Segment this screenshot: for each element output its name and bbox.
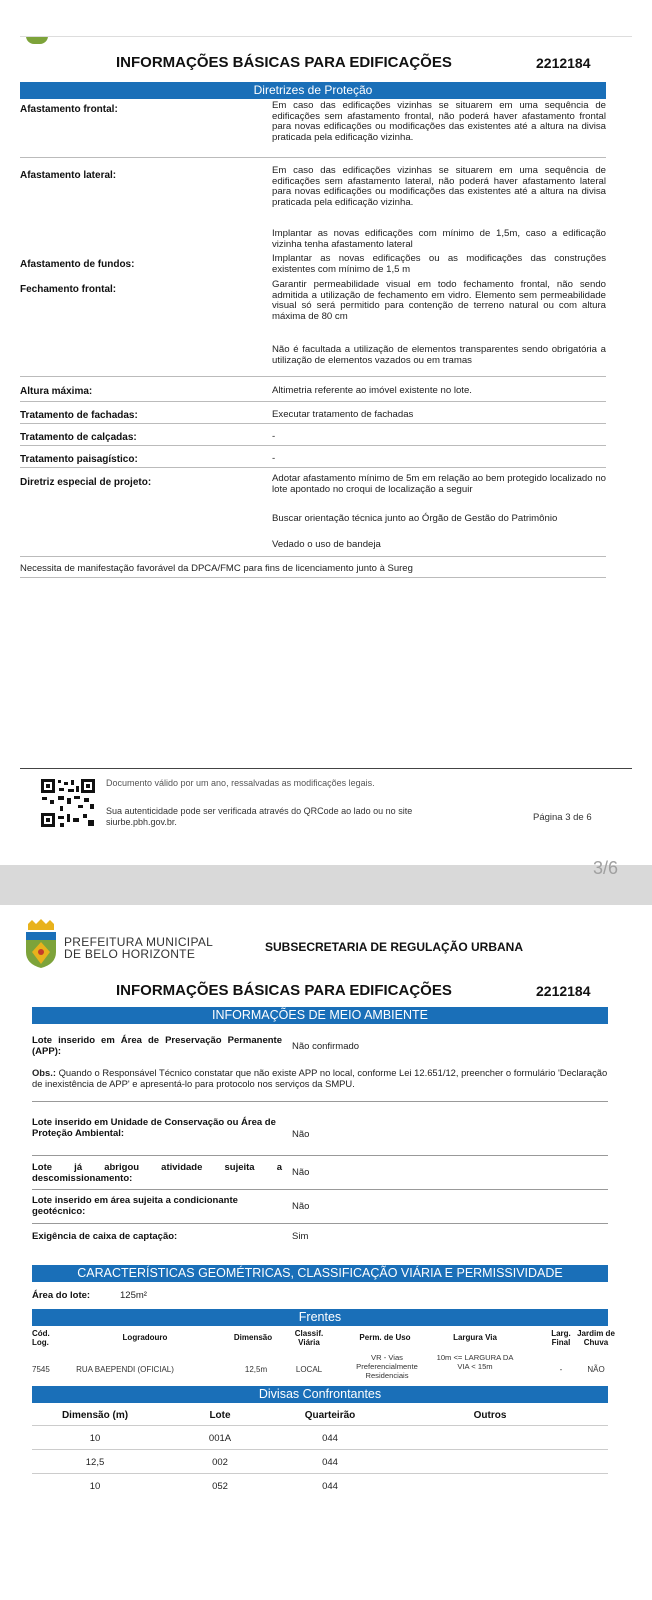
frentes-header-perm-uso: Perm. de Uso bbox=[359, 1333, 411, 1342]
divisas-row-2-lote: 002 bbox=[212, 1457, 228, 1468]
diretriz-especial-label: Diretriz especial de projeto: bbox=[20, 477, 152, 488]
divider bbox=[20, 467, 606, 468]
frentes-largura: 10m <= LARGURA DA VIA < 15m bbox=[436, 1353, 514, 1371]
afastamento-lateral-value: Em caso das edificações vizinhas se situarem em uma sequência de edificações sem afastamento lateral, não poderá haver afastamento lateral para novas edificações ou modificações das existentes até a altura na divisa praticada pela edificação vizinha. bbox=[272, 165, 606, 208]
divisas-row-1-lote: 001A bbox=[208, 1433, 232, 1444]
page-gap bbox=[0, 865, 652, 905]
divider bbox=[20, 401, 606, 402]
validity-text: Documento válido por um ano, ressalvadas as modificações legais. bbox=[106, 778, 375, 788]
app-value: Não confirmado bbox=[292, 1041, 360, 1052]
uc-value: Não bbox=[292, 1129, 310, 1140]
tratamento-calcadas-label: Tratamento de calçadas: bbox=[20, 432, 137, 443]
footer-divider bbox=[20, 768, 632, 769]
uc-label: Lote inserido em Unidade de Conservação ou Área de Proteção Ambiental: bbox=[32, 1117, 276, 1139]
divider bbox=[32, 1155, 608, 1156]
page-number: Página 3 de 6 bbox=[533, 812, 592, 823]
geotecnico-value: Não bbox=[292, 1201, 310, 1212]
descomissionamento-value: Não bbox=[292, 1167, 310, 1178]
frentes-header-logradouro: Logradouro bbox=[122, 1333, 168, 1342]
divisas-row-3-dimensao: 10 bbox=[89, 1481, 101, 1492]
divisas-row-2-dimensao: 12,5 bbox=[85, 1457, 105, 1468]
divisas-row-1-dimensao: 10 bbox=[89, 1433, 101, 1444]
divider bbox=[20, 577, 606, 578]
licensing-note: Necessita de manifestação favorável da DPCA/FMC para fins de licenciamento junto à Sureg bbox=[20, 563, 413, 574]
pbh-coat-of-arms-icon bbox=[22, 918, 60, 970]
afastamento-fundos-value: Implantar as novas edificações ou as modificações das construções existentes com mínimo de 1,5 m bbox=[272, 253, 606, 275]
altura-maxima-value: Altimetria referente ao imóvel existente no lote. bbox=[272, 385, 472, 396]
tratamento-paisagistico-value: - bbox=[272, 453, 276, 464]
fechamento-frontal-value: Garantir permeabilidade visual em todo fechamento frontal, não sendo admitida a utilização de fechamento em vidro. Elemento sem permeabilidade visual só será permitido para contenção de terreno natural ou com altura máxima de 80 cm bbox=[272, 279, 606, 322]
tratamento-fachadas-value: Executar tratamento de fachadas bbox=[272, 409, 414, 420]
frentes-header-larg-final: Larg. Final bbox=[551, 1329, 571, 1347]
divider bbox=[32, 1189, 608, 1190]
divisas-header-lote: Lote bbox=[209, 1410, 231, 1421]
viewer-page-counter: 3/6 bbox=[592, 858, 618, 878]
obs-label: Obs.: bbox=[32, 1067, 56, 1078]
diretriz-especial-value: Adotar afastamento mínimo de 5m em relação ao bem protegido localizado no lote apontado no croqui de localização a seguir bbox=[272, 473, 606, 495]
obs-text: Quando o Responsável Técnico constatar que não existe APP no local, conforme Lei 12.651/12, preencher o formulário 'Declaração de inexistência de APP' e apresentá-lo para protocolo nos serviços da SMPU. bbox=[32, 1067, 608, 1089]
divider bbox=[20, 157, 606, 158]
divider bbox=[20, 423, 606, 424]
verification-site[interactable]: siurbe.pbh.gov.br. bbox=[106, 817, 177, 827]
divider bbox=[20, 445, 606, 446]
divisas-row-3-lote: 052 bbox=[212, 1481, 228, 1492]
area-lote-label: Área do lote: bbox=[32, 1290, 91, 1301]
divider bbox=[20, 556, 606, 557]
frentes-cod: 7545 bbox=[32, 1365, 50, 1374]
org-name-line-1: PREFEITURA MUNICIPAL bbox=[64, 935, 214, 949]
subsecretaria-title: SUBSECRETARIA DE REGULAÇÃO URBANA bbox=[265, 940, 524, 954]
frentes-header-classif: Classif. Viária bbox=[294, 1329, 324, 1347]
org-name bbox=[64, 936, 213, 960]
frentes-header-dimensao: Dimensão bbox=[233, 1333, 273, 1342]
frentes-header-cod: Cód. Log. bbox=[32, 1329, 50, 1347]
altura-maxima-label: Altura máxima: bbox=[20, 386, 93, 397]
frentes-classif: LOCAL bbox=[295, 1365, 323, 1374]
divisas-row-1-quarteirao: 044 bbox=[322, 1433, 338, 1444]
header-divider bbox=[20, 36, 632, 37]
page-title: INFORMAÇÕES BÁSICAS PARA EDIFICAÇÕES bbox=[116, 982, 452, 999]
caixa-captacao-value: Sim bbox=[292, 1231, 309, 1242]
section-bar-divisas: Divisas Confrontantes bbox=[32, 1386, 608, 1403]
authenticity-text: Sua autenticidade pode ser verificada através do QRCode ao lado ou no site bbox=[106, 806, 413, 816]
frentes-header-jardim: Jardim de Chuva bbox=[577, 1329, 615, 1347]
frentes-perm-uso: VR - Vias Preferencialmente Residenciais bbox=[356, 1353, 418, 1380]
area-lote-value: 125m² bbox=[120, 1290, 147, 1301]
afastamento-lateral-label: Afastamento lateral: bbox=[20, 170, 117, 181]
divisas-header-outros: Outros bbox=[473, 1410, 507, 1421]
section-bar-frentes: Frentes bbox=[32, 1309, 608, 1326]
caixa-captacao-label: Exigência de caixa de captação: bbox=[32, 1231, 178, 1242]
divider bbox=[32, 1223, 608, 1224]
afastamento-frontal-value: Em caso das edificações vizinhas se situarem em uma sequência de edificações sem afastamento frontal, não poderá haver afastamento frontal para novas edificações ou modificações das existentes até a altura na divisa praticada pela edificação vizinha. bbox=[272, 100, 606, 143]
divisas-row-2-quarteirao: 044 bbox=[322, 1457, 338, 1468]
frentes-larg-final: - bbox=[559, 1365, 563, 1374]
section-bar-diretrizes: Diretrizes de Proteção bbox=[20, 82, 606, 99]
fechamento-frontal-label: Fechamento frontal: bbox=[20, 284, 117, 295]
section-bar-caracteristicas: CARACTERÍSTICAS GEOMÉTRICAS, CLASSIFICAÇÃO VIÁRIA E PERMISSIVIDADE bbox=[32, 1265, 608, 1282]
descomissionamento-label: Lote já abrigou atividade sujeita a descomissionamento: bbox=[32, 1162, 282, 1184]
divider bbox=[32, 1425, 608, 1426]
frentes-logradouro: RUA BAEPENDI (OFICIAL) bbox=[76, 1365, 174, 1374]
document-number: 2212184 bbox=[536, 983, 591, 999]
afastamento-fundos-label: Afastamento de fundos: bbox=[20, 259, 135, 270]
pbh-logo-fragment bbox=[26, 36, 48, 44]
document-number: 2212184 bbox=[536, 55, 591, 71]
divider bbox=[32, 1473, 608, 1474]
divider bbox=[32, 1449, 608, 1450]
afastamento-frontal-label: Afastamento frontal: bbox=[20, 104, 118, 115]
diretriz-especial-value-3: Vedado o uso de bandeja bbox=[272, 539, 381, 550]
app-observation bbox=[32, 1067, 608, 1089]
fechamento-frontal-value-2: Não é facultada a utilização de elementos transparentes sendo obrigatória a utilização de elementos vazados ou em tramas bbox=[272, 344, 606, 366]
divisas-row-3-quarteirao: 044 bbox=[322, 1481, 338, 1492]
tratamento-calcadas-value: - bbox=[272, 431, 276, 442]
section-bar-meio-ambiente: INFORMAÇÕES DE MEIO AMBIENTE bbox=[32, 1007, 608, 1024]
org-name-line-2: DE BELO HORIZONTE bbox=[64, 947, 196, 961]
tratamento-paisagistico-label: Tratamento paisagístico: bbox=[20, 454, 138, 465]
tratamento-fachadas-label: Tratamento de fachadas: bbox=[20, 410, 138, 421]
divider bbox=[32, 1101, 608, 1102]
page-title: INFORMAÇÕES BÁSICAS PARA EDIFICAÇÕES bbox=[116, 54, 452, 71]
frentes-jardim: NÃO bbox=[587, 1365, 605, 1374]
geotecnico-label: Lote inserido em área sujeita a condicionante geotécnico: bbox=[32, 1195, 238, 1217]
frentes-header-largura: Largura Via bbox=[453, 1333, 497, 1342]
afastamento-lateral-value-2: Implantar as novas edificações com mínimo de 1,5m, caso a edificação vizinha tenha afastamento lateral bbox=[272, 228, 606, 250]
divisas-header-quarteirao: Quarteirão bbox=[304, 1410, 356, 1421]
frentes-dimensao: 12,5m bbox=[244, 1365, 268, 1374]
divider bbox=[20, 376, 606, 377]
divisas-header-dimensao: Dimensão (m) bbox=[61, 1410, 129, 1421]
app-label: Lote inserido em Área de Preservação Permanente (APP): bbox=[32, 1035, 282, 1057]
diretriz-especial-value-2: Buscar orientação técnica junto ao Órgão de Gestão do Patrimônio bbox=[272, 513, 558, 524]
qr-code-icon bbox=[40, 778, 96, 828]
